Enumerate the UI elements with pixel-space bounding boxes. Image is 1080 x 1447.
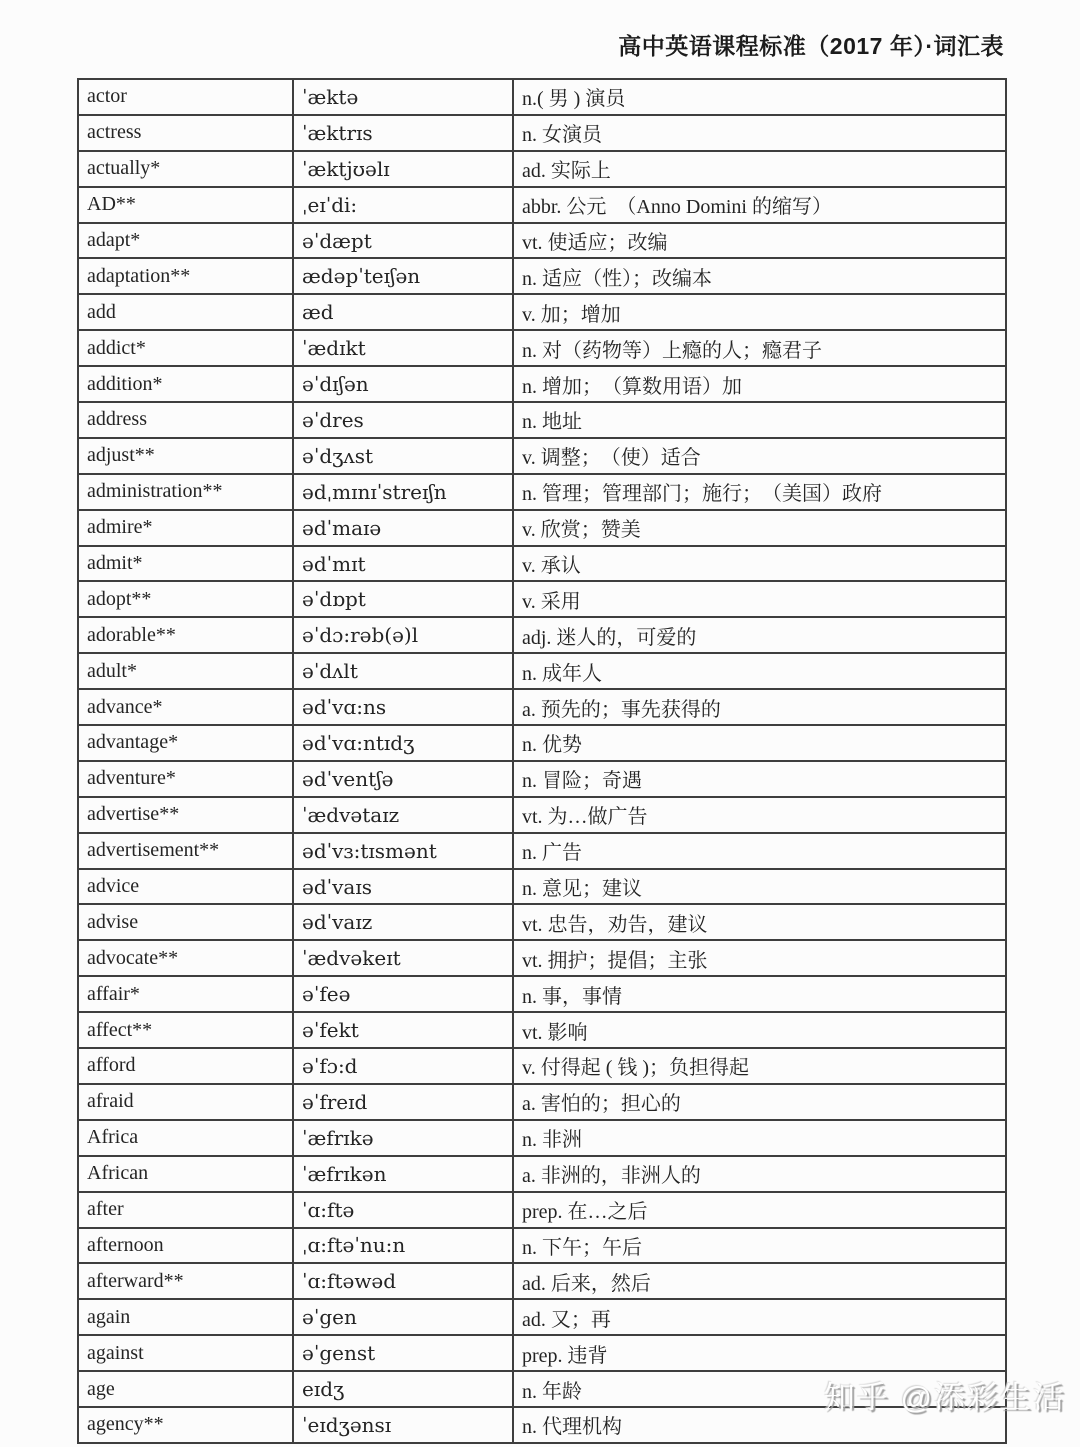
definition-cell: n. 对（药物等）上瘾的人；瘾君子 <box>513 330 1006 366</box>
phonetic-cell: ədˈvɑ:ntɪdʒ <box>293 725 513 761</box>
table-row <box>78 581 1006 617</box>
word-cell: afraid <box>78 1084 293 1120</box>
definition-cell: v. 承认 <box>513 546 1006 582</box>
table-row <box>78 689 1006 725</box>
word-cell: Africa <box>78 1120 293 1156</box>
phonetic-cell: ˈɑ:ftə <box>293 1192 513 1228</box>
phonetic-cell: ˈædvəkeɪt <box>293 940 513 976</box>
table-row <box>78 1407 1006 1443</box>
table-row <box>78 1156 1006 1192</box>
word-cell: adorable** <box>78 617 293 653</box>
word-cell: afternoon <box>78 1228 293 1264</box>
word-cell: administration** <box>78 474 293 510</box>
definition-cell: n. 增加； （算数用语）加 <box>513 366 1006 402</box>
definition-cell: n. 广告 <box>513 833 1006 869</box>
word-cell: address <box>78 402 293 438</box>
table-row <box>78 869 1006 905</box>
phonetic-cell: ədˈvɑ:ns <box>293 689 513 725</box>
word-cell: adapt* <box>78 223 293 259</box>
table-row <box>78 1120 1006 1156</box>
word-cell: advise <box>78 904 293 940</box>
table-row <box>78 510 1006 546</box>
definition-cell: vt. 为…做广告 <box>513 797 1006 833</box>
phonetic-cell: ədˈvaɪs <box>293 869 513 905</box>
word-cell: adventure* <box>78 761 293 797</box>
phonetic-cell: ədˈmaɪə <box>293 510 513 546</box>
phonetic-cell: əˈfeə <box>293 976 513 1012</box>
phonetic-cell: əˈdɪʃən <box>293 366 513 402</box>
word-cell: adult* <box>78 653 293 689</box>
definition-cell: n. 女演员 <box>513 115 1006 151</box>
phonetic-cell: əˈdres <box>293 402 513 438</box>
table-row <box>78 187 1006 223</box>
definition-cell: n. 意见；建议 <box>513 869 1006 905</box>
table-row <box>78 797 1006 833</box>
phonetic-cell: əˈgen <box>293 1299 513 1335</box>
definition-cell: n. 非洲 <box>513 1120 1006 1156</box>
word-cell: affair* <box>78 976 293 1012</box>
table-row <box>78 1012 1006 1048</box>
word-cell: affect** <box>78 1012 293 1048</box>
definition-cell: ad. 后来，然后 <box>513 1263 1006 1299</box>
definition-cell: a. 害怕的；担心的 <box>513 1084 1006 1120</box>
phonetic-cell: əˈdɒpt <box>293 581 513 617</box>
table-row <box>78 976 1006 1012</box>
word-cell: actress <box>78 115 293 151</box>
table-row <box>78 294 1006 330</box>
definition-cell: n. 下午；午后 <box>513 1228 1006 1264</box>
word-cell: advertisement** <box>78 833 293 869</box>
phonetic-cell: ədˌmɪnɪˈstreɪʃn <box>293 474 513 510</box>
definition-cell: vt. 拥护；提倡；主张 <box>513 940 1006 976</box>
table-row <box>78 223 1006 259</box>
definition-cell: v. 调整； （使）适合 <box>513 438 1006 474</box>
table-row <box>78 1228 1006 1264</box>
definition-cell: ad. 又；再 <box>513 1299 1006 1335</box>
table-row <box>78 1084 1006 1120</box>
word-cell: advantage* <box>78 725 293 761</box>
table-row <box>78 402 1006 438</box>
word-cell: African <box>78 1156 293 1192</box>
table-row <box>78 1335 1006 1371</box>
phonetic-cell: ˈæfrɪkə <box>293 1120 513 1156</box>
table-row <box>78 761 1006 797</box>
phonetic-cell: ˈæktə <box>293 79 513 115</box>
definition-cell: v. 欣赏；赞美 <box>513 510 1006 546</box>
definition-cell: prep. 违背 <box>513 1335 1006 1371</box>
definition-cell: vt. 忠告，劝告，建议 <box>513 904 1006 940</box>
table-row <box>78 833 1006 869</box>
phonetic-cell: ˈɑ:ftəwəd <box>293 1263 513 1299</box>
phonetic-cell: ˈæktrɪs <box>293 115 513 151</box>
word-cell: admire* <box>78 510 293 546</box>
word-cell: admit* <box>78 546 293 582</box>
table-row <box>78 653 1006 689</box>
table-row <box>78 904 1006 940</box>
phonetic-cell: ˈædɪkt <box>293 330 513 366</box>
definition-cell: n. 优势 <box>513 725 1006 761</box>
word-cell: actor <box>78 79 293 115</box>
definition-cell: v. 采用 <box>513 581 1006 617</box>
phonetic-cell: ˈædvətaɪz <box>293 797 513 833</box>
phonetic-cell: əˈdæpt <box>293 223 513 259</box>
definition-cell: a. 非洲的，非洲人的 <box>513 1156 1006 1192</box>
phonetic-cell: ədˈmɪt <box>293 546 513 582</box>
table-row <box>78 546 1006 582</box>
word-cell: age <box>78 1371 293 1407</box>
table-row <box>78 115 1006 151</box>
definition-cell: vt. 使适应；改编 <box>513 223 1006 259</box>
definition-cell: abbr. 公元 （Anno Domini 的缩写） <box>513 187 1006 223</box>
phonetic-cell: əˈdɔ:rəb(ə)l <box>293 617 513 653</box>
phonetic-cell: æd <box>293 294 513 330</box>
word-cell: adopt** <box>78 581 293 617</box>
word-cell: adjust** <box>78 438 293 474</box>
word-cell: again <box>78 1299 293 1335</box>
definition-cell: n. 事，事情 <box>513 976 1006 1012</box>
definition-cell: a. 预先的；事先获得的 <box>513 689 1006 725</box>
phonetic-cell: ədˈventʃə <box>293 761 513 797</box>
word-cell: addition* <box>78 366 293 402</box>
phonetic-cell: əˈfekt <box>293 1012 513 1048</box>
definition-cell: n. 代理机构 <box>513 1407 1006 1443</box>
watermark: 知乎 @添彩生活 <box>823 1380 1066 1415</box>
phonetic-cell: ˌɑ:ftəˈnu:n <box>293 1228 513 1264</box>
table-row <box>78 438 1006 474</box>
table-row <box>78 1263 1006 1299</box>
definition-cell: adj. 迷人的，可爱的 <box>513 617 1006 653</box>
phonetic-cell: əˈdʌlt <box>293 653 513 689</box>
phonetic-cell: əˈfɔ:d <box>293 1048 513 1084</box>
definition-cell: v. 付得起 ( 钱 )；负担得起 <box>513 1048 1006 1084</box>
table-row <box>78 366 1006 402</box>
definition-cell: n. 成年人 <box>513 653 1006 689</box>
phonetic-cell: ədˈvɜ:tɪsmənt <box>293 833 513 869</box>
table-row <box>78 474 1006 510</box>
table-row <box>78 79 1006 115</box>
table-row <box>78 1192 1006 1228</box>
definition-cell: prep. 在…之后 <box>513 1192 1006 1228</box>
page-title: 高中英语课程标准（2017 年）·词汇表 <box>618 33 1004 59</box>
word-cell: actually* <box>78 151 293 187</box>
definition-cell: ad. 实际上 <box>513 151 1006 187</box>
word-cell: agency** <box>78 1407 293 1443</box>
word-cell: afterward** <box>78 1263 293 1299</box>
phonetic-cell: ˈæktjʊəlɪ <box>293 151 513 187</box>
definition-cell: n. 年龄 <box>513 1371 1006 1407</box>
phonetic-cell: əˈgenst <box>293 1335 513 1371</box>
phonetic-cell: ˈeɪdʒənsɪ <box>293 1407 513 1443</box>
table-row <box>78 151 1006 187</box>
definition-cell: n. 地址 <box>513 402 1006 438</box>
word-cell: AD** <box>78 187 293 223</box>
word-cell: advance* <box>78 689 293 725</box>
phonetic-cell: əˈdʒʌst <box>293 438 513 474</box>
word-cell: adaptation** <box>78 258 293 294</box>
phonetic-cell: ˌeɪˈdi: <box>293 187 513 223</box>
definition-cell: n.( 男 ) 演员 <box>513 79 1006 115</box>
phonetic-cell: ˈæfrɪkən <box>293 1156 513 1192</box>
word-cell: advertise** <box>78 797 293 833</box>
phonetic-cell: ædəpˈteɪʃən <box>293 258 513 294</box>
table-row <box>78 1371 1006 1407</box>
table-row <box>78 725 1006 761</box>
phonetic-cell: ədˈvaɪz <box>293 904 513 940</box>
vocab-table <box>77 78 1007 1444</box>
table-row <box>78 1299 1006 1335</box>
word-cell: after <box>78 1192 293 1228</box>
phonetic-cell: eɪdʒ <box>293 1371 513 1407</box>
word-cell: advice <box>78 869 293 905</box>
word-cell: against <box>78 1335 293 1371</box>
word-cell: advocate** <box>78 940 293 976</box>
definition-cell: v. 加；增加 <box>513 294 1006 330</box>
word-cell: afford <box>78 1048 293 1084</box>
word-cell: addict* <box>78 330 293 366</box>
table-row <box>78 330 1006 366</box>
table-row <box>78 617 1006 653</box>
definition-cell: n. 适应（性）；改编本 <box>513 258 1006 294</box>
definition-cell: n. 冒险；奇遇 <box>513 761 1006 797</box>
table-row <box>78 258 1006 294</box>
word-cell: add <box>78 294 293 330</box>
phonetic-cell: əˈfreɪd <box>293 1084 513 1120</box>
table-row <box>78 1048 1006 1084</box>
definition-cell: n. 管理；管理部门；施行； （美国）政府 <box>513 474 1006 510</box>
table-row <box>78 940 1006 976</box>
definition-cell: vt. 影响 <box>513 1012 1006 1048</box>
